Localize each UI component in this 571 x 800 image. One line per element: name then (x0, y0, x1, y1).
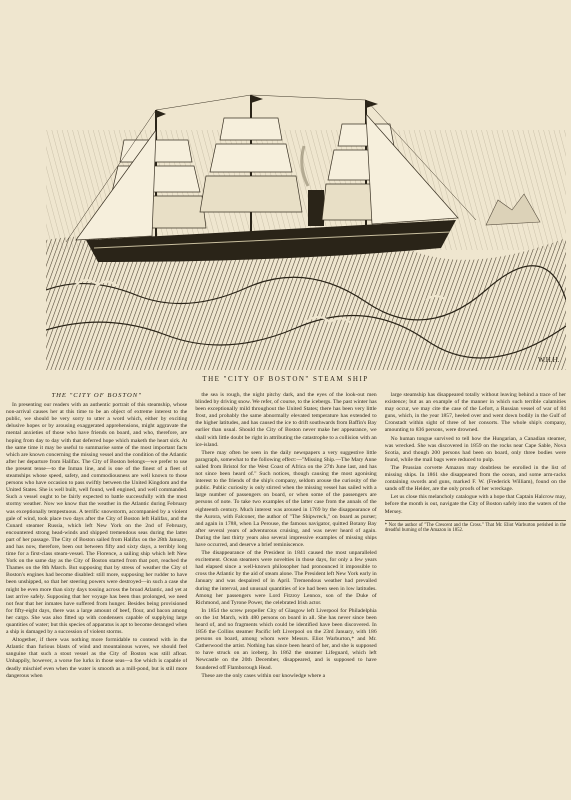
column-3 (385, 392, 566, 794)
paragraph: Let us close this melancholy catalogue with a hope that Captain Halcrow may, before the month is out, navigate the City of Boston safely into the waters of the Mersey. (384, 494, 566, 515)
artist-signature: W.H.H. (538, 356, 560, 364)
article-title: THE "CITY OF BOSTON" (51, 392, 142, 399)
illustration-caption: THE "CITY OF BOSTON" STEAM SHIP (202, 375, 369, 383)
paragraph: The disappearance of the President in 1841 caused the most unparalleled excitement. Ocean steamers were novelties in those days, for only a few years had elapsed since a well-known philosopher had pronounced it impossible to cross the Atlantic by the aid of steam alone. The President left New York early in January and was despaired of in April. Tremendous weather had prevailed during the interval, and unusual quantities of ice had been seen in low latitudes. Among her passengers were Lord Fitzroy Lennox, son of the Duke of Richmond, and Tyrone Power, the celebrated Irish actor. (195, 550, 377, 606)
paragraph: In 1854 the screw propeller City of Glasgow left Liverpool for Philadelphia on the 1st March, with 480 persons on board in all. She has never since been heard of, and no fragments which could be identified have been discovered. In 1856 the Collins steamer Pacific left Liverpool on the 23rd January, with 186 persons on board, among whom were Messrs. Eliot Warburton,* and Mr. Catherwood the artist. Nothing has since been heard of her, and she is supposed to have struck on an iceberg. In 1862 the steamer Lifeguard, which left Newcastle on the 20th December, disappeared, and is supposed to have foundered off Flamborough Head. (195, 607, 377, 671)
paragraph: No human tongue survived to tell how the Hungarian, a Canadian steamer, was wrecked. She was discovered in 1859 on the rocks near Cape Sable, Nova Scotia, and though 200 persons had been on board, only three bodies were found, while the mail bags were reduced to pulp. (384, 435, 566, 463)
article-columns (6, 392, 566, 794)
paragraph: the sea is rough, the night pitchy dark, and the eyes of the look-out men blinded by driving snow. We refer, of course, to the icebergs. The past winter has been exceptionally mild throughout the United States; there has been very little frost, and probably the same abnormally elevated temperature has extended to the higher latitudes, and has caused the ice to drift southwards from Baffin's Bay earlier than usual. Should the City of Boston never make her appearance, we shall with little doubt be right in attributing the catastrophe to a collision with an ice-island. (195, 392, 377, 448)
column-2 (195, 392, 376, 794)
footnote: * Not the author of "The Crescent and the Cross." That Mr. Eliot Warburton perished in the dreadful burning of the Amazon in 1852. (385, 520, 566, 535)
paragraph: The Prussian corvette Amazon may doubtless be enrolled in the list of missing ships. In 1861 she disappeared from the ocean, and some arm-racks containing swords and guns, marked F. W. (Frederick William), found on the sands off the Helder, are the only proofs of her wreckage. (384, 464, 566, 493)
paragraph: These are the only cases within our knowledge where a (201, 672, 326, 679)
paragraph: There may often be seen in the daily newspapers a very suggestive little paragraph, somewhat to the following effect:—"Missing Ship.—The Mary Anne sailed from Bristol for the West Coast of Africa on the 27th June last, and has not since been heard of." Such notices, though causing the most agonising interest to the friends of the ship's company, seldom arouse the curiosity of the public. Public curiosity is only stirred when the missing vessel has sailed with a large number of passengers on board, or when some of the passengers are persons of note. To take two examples of the latter case from the annals of the eighteenth century. Much interest was aroused in 1769 by the disappearance of the Aurora, with Falconer, the author of "The Shipwreck," on board as purser; and again in 1788, when La Perouse, the famous navigator, quitted Botany Bay after several years of adventurous cruising, and was never heard of again. During the last thirty years also several impressive examples of missing ships have occurred, and deserve a brief reminiscence. (195, 449, 377, 548)
paragraph: Altogether, if there was nothing more formidable to contend with in the Atlantic than furious blasts of wind and mountainous waves, we should feel sanguine that such a stout vessel as the City of Boston was still afloat. Unhappily, however, a worse foe lurks in those seas—a foe which is capable of deadly mischief even when the water is smooth as a mill-pond, but is still more dangerous when (6, 637, 188, 679)
steamship-engraving (46, 90, 566, 370)
paragraph: In presenting our readers with an authentic portrait of this steamship, whose non-arrival causes her at this time to be an object of extreme interest to the public, we should be very sorry to utter a word which, either by exciting delusive hopes or by arousing exaggerated apprehensions, might aggravate the mental anxieties of those who have friends on board, and who, therefore, are hoping from day to day with that deferred hope which maketh the heart sick. At the same time it may be useful to summarise some of the most important facts which are known concerning the missing vessel and the condition of the Atlantic after her departure from Halifax. The City of Boston belongs—we prefer to use the present tense—to the Inman line, and is one of the finest of a fleet of steamships whose speed, safety, and commodiousness are well known to those persons who have occasion to pass swiftly between the United Kingdom and the United States. She is well built, well found, well engined, and well commanded. Such a vessel ought to be fairly expected to battle successfully with the most stormy weather. Now we know that the weather in the Atlantic during February was exceptionally tempestuous. A terrific snowstorm, accompanied by a violent gale of wind, took place two days after the City of Boston left Halifax, and the Cunard steamer Russia, which left New York on the 2nd of February, encountered strong head-winds and shipped tremendous seas during the latter part of her passage. The City of Boston sailed from Halifax on the 28th January, and has now, therefore, been out between fifty and sixty days, a terribly long time for a first-class steam-vessel. The Florence, a sailing ship which left New York on the same day as the City of Boston started from that port, reached the Thames on the 8th March. But supposing that by stress of weather the City of Boston's engines had become disabled: still more, supposing her rudder to have been unshipped, so that her steering powers were destroyed—in such a case she might be even more than sixty days tossing across the broad Atlantic, and yet at last arrive safely. Supposing that her voyage has been thus prolonged, we need not fear that her inmates have suffered from hunger. Besides being provisioned for fifty-eight days, there was a large amount of beef, flour, and bacon among her cargo. She was also fitted up with condensers capable of supplying large quantities of water; but this species of apparatus is apt to become deranged when a ship is damaged by a succession of violent storms. (6, 402, 188, 636)
paragraph: large steamship has disappeared totally without leaving behind a trace of her existence; but as an example of the manner in which such terrible calamities may occur, we may cite the case of the Lefort, a Russian vessel of war of 84 guns, which, in the year 1857, heeled over and went down bodily in the Gulf of Cronstadt within sight of three of her consorts. The whole ship's company, amounting to 836 persons, were drowned. (384, 392, 566, 434)
column-1 (6, 392, 187, 794)
